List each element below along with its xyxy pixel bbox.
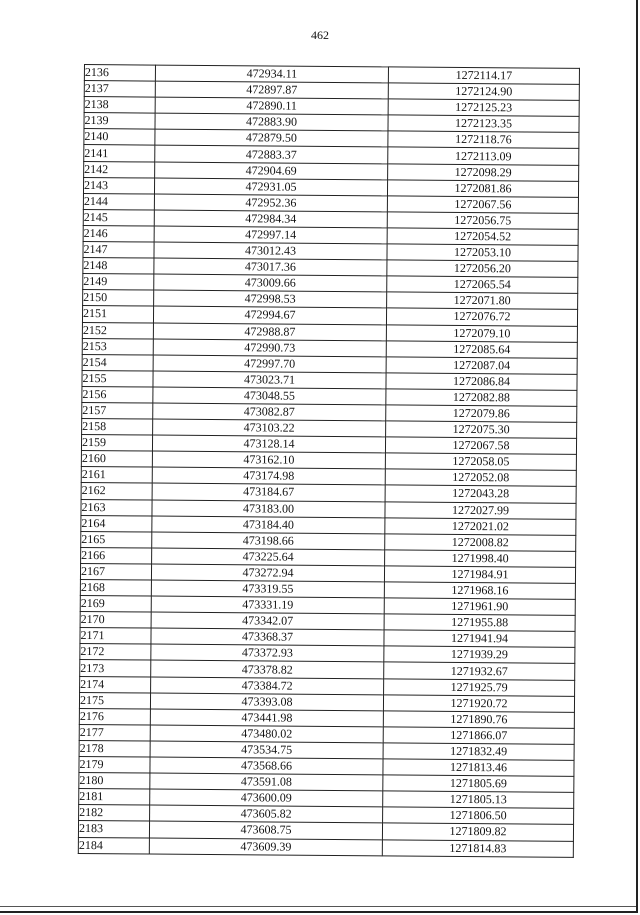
y-coordinate-cell: 1272075.30 xyxy=(386,421,577,439)
point-number-cell: 2164 xyxy=(81,515,152,532)
point-number-cell: 2153 xyxy=(82,338,153,355)
x-coordinate-cell: 473591.08 xyxy=(150,773,383,791)
y-coordinate-cell: 1272087.04 xyxy=(386,357,577,375)
x-coordinate-cell: 473184.40 xyxy=(152,516,385,534)
point-number-cell: 2159 xyxy=(81,435,152,452)
x-coordinate-cell: 473225.64 xyxy=(152,548,385,566)
point-number-cell: 2175 xyxy=(79,692,150,709)
x-coordinate-cell: 473128.14 xyxy=(152,435,385,453)
x-coordinate-cell: 473568.66 xyxy=(150,757,383,775)
y-coordinate-cell: 1271805.69 xyxy=(383,775,574,793)
x-coordinate-cell: 473609.39 xyxy=(149,838,382,856)
y-coordinate-cell: 1272027.99 xyxy=(385,501,576,519)
x-coordinate-cell: 472997.70 xyxy=(153,355,386,373)
x-coordinate-cell: 473600.09 xyxy=(150,789,383,807)
point-number-cell: 2167 xyxy=(80,563,151,580)
x-coordinate-cell: 472890.11 xyxy=(155,97,388,115)
x-coordinate-cell: 473384.72 xyxy=(151,677,384,695)
y-coordinate-cell: 1271805.13 xyxy=(383,791,574,809)
point-number-cell: 2141 xyxy=(84,145,155,162)
point-number-cell: 2154 xyxy=(82,354,153,371)
y-coordinate-cell: 1272098.29 xyxy=(388,163,579,181)
point-number-cell: 2168 xyxy=(80,579,151,596)
point-number-cell: 2158 xyxy=(82,419,153,436)
x-coordinate-cell: 472998.53 xyxy=(154,290,387,308)
x-coordinate-cell: 472879.50 xyxy=(155,129,388,147)
x-coordinate-cell: 472883.37 xyxy=(155,146,388,164)
y-coordinate-cell: 1272114.17 xyxy=(388,67,579,85)
x-coordinate-cell: 473319.55 xyxy=(151,580,384,598)
x-coordinate-cell: 473012.43 xyxy=(154,242,387,260)
point-number-cell: 2177 xyxy=(79,724,150,741)
x-coordinate-cell: 473608.75 xyxy=(149,821,382,839)
y-coordinate-cell: 1272067.56 xyxy=(387,196,578,214)
x-coordinate-cell: 472883.90 xyxy=(155,113,388,131)
point-number-cell: 2143 xyxy=(83,177,154,194)
y-coordinate-cell: 1272065.54 xyxy=(387,276,578,294)
x-coordinate-cell: 473342.07 xyxy=(151,612,384,630)
point-number-cell: 2176 xyxy=(79,708,150,725)
table-row xyxy=(78,837,573,857)
y-coordinate-cell: 1272071.80 xyxy=(387,292,578,310)
y-coordinate-cell: 1271806.50 xyxy=(383,807,574,825)
point-number-cell: 2156 xyxy=(82,386,153,403)
x-coordinate-cell: 473023.71 xyxy=(153,371,386,389)
point-number-cell: 2138 xyxy=(84,97,155,114)
point-number-cell: 2148 xyxy=(83,258,154,275)
x-coordinate-cell: 473183.00 xyxy=(152,500,385,518)
x-coordinate-cell: 473082.87 xyxy=(153,403,386,421)
x-coordinate-cell: 473174.98 xyxy=(152,467,385,485)
x-coordinate-cell: 472997.14 xyxy=(154,226,387,244)
y-coordinate-cell: 1272021.02 xyxy=(385,518,576,536)
point-number-cell: 2162 xyxy=(81,483,152,500)
point-number-cell: 2178 xyxy=(79,740,150,757)
y-coordinate-cell: 1272123.35 xyxy=(388,115,579,133)
point-number-cell: 2157 xyxy=(82,402,153,419)
point-number-cell: 2161 xyxy=(81,467,152,484)
y-coordinate-cell: 1272086.84 xyxy=(386,373,577,391)
x-coordinate-cell: 473048.55 xyxy=(153,387,386,405)
y-coordinate-cell: 1272053.10 xyxy=(387,244,578,262)
y-coordinate-cell: 1271832.49 xyxy=(383,743,574,761)
point-number-cell: 2144 xyxy=(83,193,154,210)
point-number-cell: 2155 xyxy=(82,370,153,387)
point-number-cell: 2172 xyxy=(80,644,151,661)
x-coordinate-cell: 473534.75 xyxy=(150,741,383,759)
x-coordinate-cell: 473017.36 xyxy=(154,258,387,276)
x-coordinate-cell: 472990.73 xyxy=(153,339,386,357)
y-coordinate-cell: 1272008.82 xyxy=(385,534,576,552)
y-coordinate-cell: 1272085.64 xyxy=(386,340,577,358)
y-coordinate-cell: 1272079.86 xyxy=(386,405,577,423)
x-coordinate-cell: 472994.67 xyxy=(153,306,386,324)
x-coordinate-cell: 473331.19 xyxy=(151,596,384,614)
point-number-cell: 2160 xyxy=(81,451,152,468)
x-coordinate-cell: 473393.08 xyxy=(150,693,383,711)
y-coordinate-cell: 1272081.86 xyxy=(387,180,578,198)
x-coordinate-cell: 472984.34 xyxy=(154,210,387,228)
y-coordinate-cell: 1271814.83 xyxy=(382,839,573,857)
x-coordinate-cell: 473441.98 xyxy=(150,709,383,727)
point-number-cell: 2165 xyxy=(81,531,152,548)
y-coordinate-cell: 1271920.72 xyxy=(383,695,574,713)
y-coordinate-cell: 1271941.94 xyxy=(384,630,575,648)
x-coordinate-cell: 473605.82 xyxy=(150,805,383,823)
point-number-cell: 2147 xyxy=(83,242,154,259)
point-number-cell: 2137 xyxy=(84,81,155,98)
y-coordinate-cell: 1272056.20 xyxy=(387,260,578,278)
point-number-cell: 2184 xyxy=(78,837,149,854)
x-coordinate-cell: 473368.37 xyxy=(151,628,384,646)
point-number-cell: 2139 xyxy=(84,113,155,130)
y-coordinate-cell: 1272079.10 xyxy=(386,324,577,342)
y-coordinate-cell: 1272125.23 xyxy=(388,99,579,117)
y-coordinate-cell: 1272054.52 xyxy=(387,228,578,246)
y-coordinate-cell: 1271984.91 xyxy=(384,566,575,584)
x-coordinate-cell: 473272.94 xyxy=(151,564,384,582)
y-coordinate-cell: 1271998.40 xyxy=(385,550,576,568)
bottom-rule xyxy=(0,906,636,907)
x-coordinate-cell: 472904.69 xyxy=(155,162,388,180)
y-coordinate-cell: 1271955.88 xyxy=(384,614,575,632)
y-coordinate-cell: 1272118.76 xyxy=(388,131,579,149)
x-coordinate-cell: 473162.10 xyxy=(152,451,385,469)
point-number-cell: 2170 xyxy=(80,612,151,629)
y-coordinate-cell: 1272052.08 xyxy=(385,469,576,487)
y-coordinate-cell: 1272124.90 xyxy=(388,83,579,101)
y-coordinate-cell: 1272076.72 xyxy=(386,308,577,326)
table-container xyxy=(78,64,580,857)
x-coordinate-cell: 472988.87 xyxy=(153,323,386,341)
x-coordinate-cell: 472952.36 xyxy=(154,194,387,212)
point-number-cell: 2180 xyxy=(79,773,150,790)
point-number-cell: 2182 xyxy=(79,805,150,822)
point-number-cell: 2166 xyxy=(81,547,152,564)
y-coordinate-cell: 1272056.75 xyxy=(387,212,578,230)
point-number-cell: 2136 xyxy=(84,65,155,82)
y-coordinate-cell: 1272058.05 xyxy=(385,453,576,471)
y-coordinate-cell: 1271939.29 xyxy=(384,646,575,664)
y-coordinate-cell: 1271890.76 xyxy=(383,711,574,729)
coordinates-table xyxy=(78,64,580,857)
point-number-cell: 2140 xyxy=(84,129,155,146)
y-coordinate-cell: 1271925.79 xyxy=(384,678,575,696)
point-number-cell: 2179 xyxy=(79,757,150,774)
y-coordinate-cell: 1271866.07 xyxy=(383,727,574,745)
y-coordinate-cell: 1271932.67 xyxy=(384,662,575,680)
point-number-cell: 2181 xyxy=(79,789,150,806)
point-number-cell: 2171 xyxy=(80,628,151,645)
y-coordinate-cell: 1271968.16 xyxy=(384,582,575,600)
page-number: 462 xyxy=(311,28,329,42)
y-coordinate-cell: 1272082.88 xyxy=(386,389,577,407)
x-coordinate-cell: 473009.66 xyxy=(154,274,387,292)
point-number-cell: 2149 xyxy=(83,274,154,291)
x-coordinate-cell: 473184.67 xyxy=(152,483,385,501)
point-number-cell: 2146 xyxy=(83,225,154,242)
point-number-cell: 2151 xyxy=(82,306,153,323)
x-coordinate-cell: 472934.11 xyxy=(155,65,388,83)
x-coordinate-cell: 473103.22 xyxy=(153,419,386,437)
y-coordinate-cell: 1272067.58 xyxy=(385,437,576,455)
coordinates-table-body xyxy=(78,65,579,857)
y-coordinate-cell: 1271813.46 xyxy=(383,759,574,777)
y-coordinate-cell: 1271809.82 xyxy=(382,823,573,841)
point-number-cell: 2152 xyxy=(82,322,153,339)
x-coordinate-cell: 473378.82 xyxy=(151,661,384,679)
y-coordinate-cell: 1272043.28 xyxy=(385,485,576,503)
point-number-cell: 2174 xyxy=(80,676,151,693)
x-coordinate-cell: 473372.93 xyxy=(151,644,384,662)
point-number-cell: 2150 xyxy=(83,290,154,307)
x-coordinate-cell: 473198.66 xyxy=(152,532,385,550)
x-coordinate-cell: 472897.87 xyxy=(155,81,388,99)
y-coordinate-cell: 1271961.90 xyxy=(384,598,575,616)
x-coordinate-cell: 472931.05 xyxy=(154,178,387,196)
point-number-cell: 2173 xyxy=(80,660,151,677)
point-number-cell: 2142 xyxy=(84,161,155,178)
point-number-cell: 2163 xyxy=(81,499,152,516)
point-number-cell: 2183 xyxy=(78,821,149,838)
y-coordinate-cell: 1272113.09 xyxy=(388,147,579,165)
point-number-cell: 2145 xyxy=(83,209,154,226)
point-number-cell: 2169 xyxy=(80,596,151,613)
x-coordinate-cell: 473480.02 xyxy=(150,725,383,743)
